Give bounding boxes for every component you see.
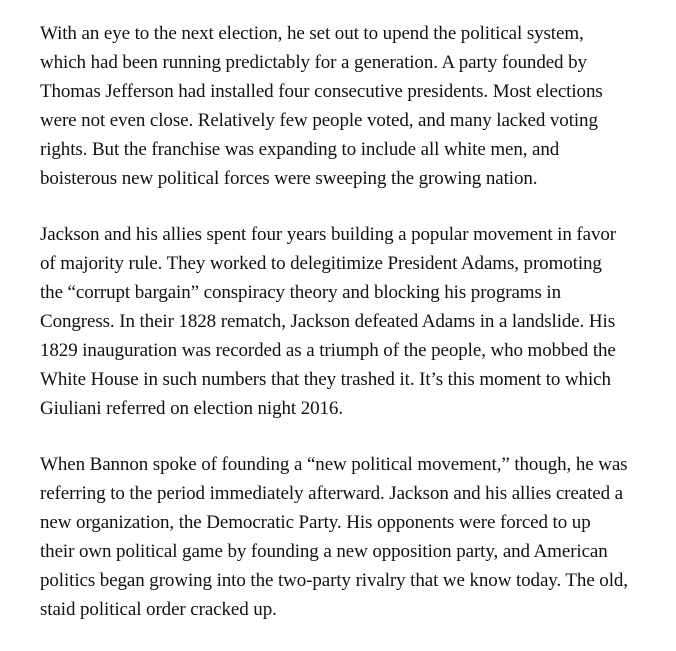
article-body	[40, 19, 670, 651]
text-line: the “corrupt bargain” conspiracy theory and blocking his programs in	[40, 282, 561, 303]
paragraph-3	[40, 450, 670, 624]
text-line: referring to the period immediately afterward. Jackson and his allies created a	[40, 483, 623, 504]
paragraph-1	[40, 19, 670, 193]
text-line: Congress. In their 1828 rematch, Jackson defeated Adams in a landslide. His	[40, 311, 616, 332]
text-line: their own political game by founding a new opposition party, and American	[40, 541, 608, 562]
text-line: 1829 inauguration was recorded as a triumph of the people, who mobbed the	[40, 340, 616, 361]
text-line: new organization, the Democratic Party. His opponents were forced to up	[40, 512, 591, 533]
text-line: Thomas Jefferson had installed four consecutive presidents. Most elections	[40, 81, 603, 102]
text-line: politics began growing into the two-party rivalry that we know today. The old,	[40, 570, 628, 591]
text-line: Jackson and his allies spent four years building a popular movement in favor	[40, 224, 616, 245]
text-line: boisterous new political forces were sweeping the growing nation.	[40, 168, 538, 189]
text-line: Giuliani referred on election night 2016.	[40, 398, 343, 419]
text-line: which had been running predictably for a generation. A party founded by	[40, 52, 587, 73]
paragraph-2	[40, 220, 670, 423]
text-line: White House in such numbers that they trashed it. It’s this moment to which	[40, 369, 611, 390]
text-line: With an eye to the next election, he set out to upend the political system,	[40, 23, 584, 44]
text-line: were not even close. Relatively few people voted, and many lacked voting	[40, 110, 598, 131]
text-line: rights. But the franchise was expanding to include all white men, and	[40, 139, 560, 160]
text-line: of majority rule. They worked to delegitimize President Adams, promoting	[40, 253, 602, 274]
text-line: When Bannon spoke of founding a “new political movement,” though, he was	[40, 454, 628, 475]
text-line: staid political order cracked up.	[40, 599, 277, 620]
